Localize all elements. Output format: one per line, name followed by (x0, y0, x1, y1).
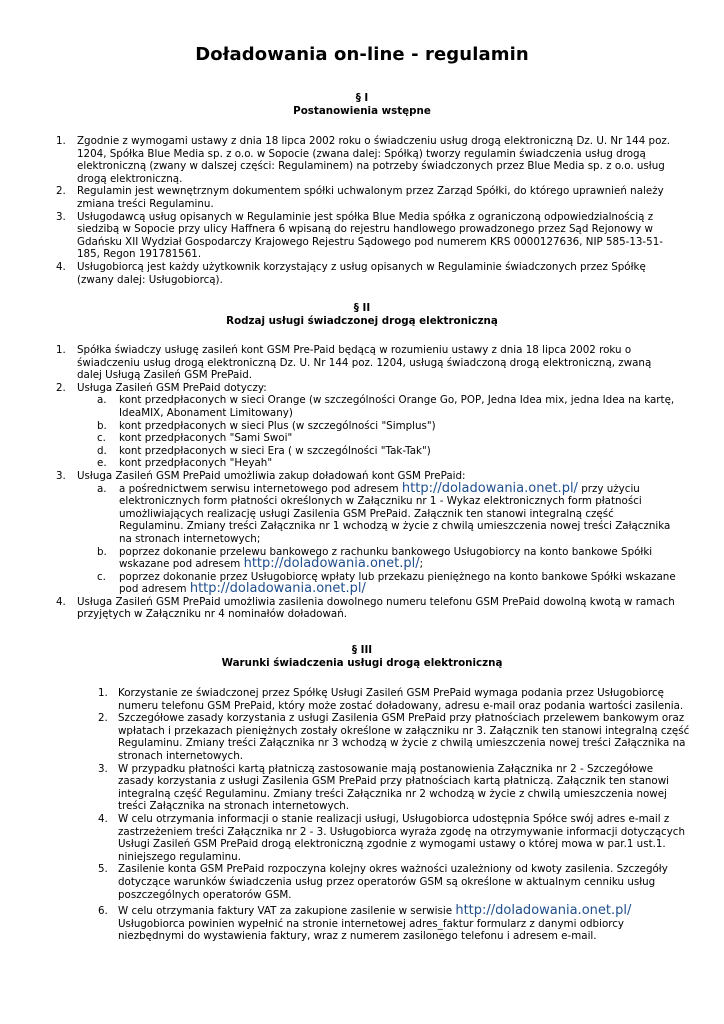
list-item (56, 261, 676, 286)
list-item (56, 382, 676, 470)
list-item (98, 863, 690, 901)
item-text: Zgodnie z wymogami ustawy z dnia 18 lipca 2002 roku o świadczeniu usług drogą elektroniczną Dz. U. Nr 144 poz. 1204, Spółka Blue Media sp. z o.o. w Sopocie (zwana dalej: Spółką) tworzy regulamin świadczenia usług drogą elektroniczną (zwany w dalszej części: Regulaminem) na potrzeby świadczonych przez Blue Media sp. z o.o. usług drogą elektroniczną. (77, 135, 671, 185)
item-number: 2. (56, 185, 66, 198)
sublist-item (77, 480, 676, 546)
section-2-list (56, 344, 676, 621)
item-text: Korzystanie ze świadczonej przez Spółkę Usługi Zasileń GSM PrePaid wymaga podania przez Usługobiorcę numeru telefonu GSM PrePaid, który może zostać doładowany, adresu e-mail oraz podania wartości zasilenia. (118, 687, 684, 712)
section-2-heading: Rodzaj usługi świadczonej drogą elektroniczną (226, 315, 498, 327)
item-text: Spółka świadczy usługę zasileń kont GSM Pre-Paid będącą w rozumieniu ustawy z dnia 18 lipca 2002 roku o świadczeniu usług drogą elektroniczną Dz. U. Nr 144 poz. 1204, usługą świadczoną drogą elektroniczną, zwaną dalej Usługą Zasileń GSM PrePaid. (77, 344, 652, 382)
item-text: przy użyciu elektronicznych form płatności określonych w Załączniku nr 1 - Wykaz elektronicznych form płatności umożliwiających realizację usługi Zasilenia GSM PrePaid. Załącznik ten stanowi integralną część Regulaminu. Zmiany treści Załącznika nr 1 wchodzą w życie z chwilą umieszczenia nowej treści Załącznika na stronach internetowych; (119, 482, 671, 545)
item-text: kont przedpłaconych "Sami Swoi" (119, 432, 293, 445)
section-3-list (98, 687, 690, 943)
item-number: 4. (98, 812, 108, 825)
item-number: 3. (98, 762, 108, 775)
item-text: kont przedpłaconych w sieci Orange (w szczególności Orange Go, POP, Jedna Idea mix, jedna Idea na kartę, IdeaMIX, Abonament Limitowany) (119, 394, 675, 419)
sublist-item (77, 432, 676, 445)
item-number: 1. (56, 135, 66, 147)
item-letter: e. (97, 457, 107, 470)
item-number: 1. (56, 344, 66, 356)
list-item (98, 905, 690, 943)
item-letter: b. (97, 419, 107, 432)
sublist-item (77, 420, 676, 433)
list-item (56, 185, 676, 210)
item-number: 1. (98, 687, 108, 699)
item-text: W celu otrzymania faktury VAT za zakupione zasilenie w serwisie (118, 905, 456, 918)
item-letter: c. (97, 570, 106, 583)
item-letter: b. (97, 545, 107, 558)
item-number: 2. (98, 712, 108, 725)
service-link[interactable]: http://doladowania.onet.pl/ (455, 903, 632, 919)
sublist-item (77, 445, 676, 458)
item-text: Zasilenie konta GSM PrePaid rozpoczyna kolejny okres ważności uzależniony od kwoty zasilenia. Szczegóły dotyczące warunków świadczenia usług przez operatorów GSM są określone w aktualnym cenniku usług poszczególnych operatorów GSM. (118, 863, 668, 901)
item-text: Usługodawcą usług opisanych w Regulaminie jest spółka Blue Media spółka z ograniczoną odpowiedzialnością z siedzibą w Sopocie przy ulicy Haffnera 6 wpisaną do rejestru handlowego prowadzonego przez Sąd Rejonowy w Gdańsku XII Wydział Gospodarczy Krajowego Rejestru Sądowego pod numerem KRS 0000127636, NIP 585-13-51-185, Regon 191781561. (77, 210, 663, 261)
sublist-item (77, 457, 676, 470)
item-text: Regulamin jest wewnętrznym dokumentem spółki uchwalonym przez Zarząd Spółki, do którego uprawnień należy zmiana treści Regulaminu. (77, 185, 664, 210)
item-letter: c. (97, 432, 106, 445)
list-item (98, 712, 690, 762)
section-3-heading: Warunki świadczenia usługi drogą elektroniczną (221, 657, 503, 669)
document-title: Doładowania on-line - regulamin (195, 44, 529, 65)
sublist (77, 394, 676, 470)
item-text: Szczegółowe zasady korzystania z usługi Zasilenia GSM PrePaid przy płatnościach przelewem bankowym oraz wpłatach i przekazach pieniężnych zostały określone w załączniku nr 3. Załącznik ten stanowi integralną część Regulaminu. Zmiany treści Załącznika nr 3 wchodzą w życie z chwilą umieszczenia nowej treści Załącznika na stronach internetowych. (118, 712, 690, 762)
item-text: kont przedpłaconych w sieci Era ( w szczególności "Tak-Tak") (119, 444, 431, 457)
item-text: Usługa Zasileń GSM PrePaid dotyczy: (77, 381, 267, 394)
section-3-header (0, 644, 724, 670)
list-item (98, 763, 690, 813)
list-item (56, 470, 676, 596)
item-text: W przypadku płatności kartą płatniczą zastosowanie mają postanowienia Załącznika nr 2 - Szczegółowe zasady korzystania z usługi Zasilenia GSM PrePaid przy płatnościach kartą płatniczą. Załącznik ten stanowi integralną część Regulaminu. Zmiany treści Załącznika nr 2 wchodzą w życie z chwilą umieszczenia nowej treści Załącznika na stronach internetowych. (118, 762, 669, 813)
item-number: 2. (56, 381, 66, 394)
item-letter: a. (97, 482, 107, 495)
item-number: 3. (56, 469, 66, 482)
service-link[interactable]: http://doladowania.onet.pl/ (243, 556, 420, 572)
section-1-symbol: § I (355, 92, 369, 104)
item-text: a pośrednictwem serwisu internetowego pod adresem (119, 482, 402, 495)
section-1-heading: Postanowienia wstępne (293, 105, 431, 117)
item-text: Usługa Zasileń GSM PrePaid umożliwia zasilenia dowolnego numeru telefonu GSM PrePaid dowolną kwotą w ramach przyjętych w Załączniku nr 4 nominałów doładowań. (77, 595, 675, 621)
list-item (98, 687, 690, 712)
item-number: 3. (56, 210, 66, 223)
list-item (56, 135, 676, 185)
item-number: 4. (56, 260, 66, 273)
section-1-header (0, 92, 724, 118)
item-text: Usługobiorca powinien wypełnić na stronie internetowej adres_faktur formularz z danymi odbiorcy niezbędnymi do wystawienia faktury, wraz z numerem zasilonego telefonu i adresem e-mail. (118, 917, 625, 943)
item-text: poprzez dokonanie przez Usługobiorcę wpłaty lub przekazu pieniężnego na konto bankowe Spółki wskazane pod adresem (119, 570, 676, 596)
service-link[interactable]: http://doladowania.onet.pl/ (401, 480, 578, 496)
section-2-symbol: § II (353, 302, 371, 314)
item-text: kont przedpłaconych w sieci Plus (w szczególności "Simplus") (119, 419, 436, 432)
item-number: 5. (98, 863, 108, 876)
item-text: Usługobiorcą jest każdy użytkownik korzystający z usług opisanych w Regulaminie świadczonych przez Spółkę (zwany dalej: Usługobiorcą). (77, 260, 646, 286)
section-2-header (0, 302, 724, 328)
item-letter: a. (97, 394, 107, 407)
sublist-item (77, 546, 676, 571)
item-text: W celu otrzymania informacji o stanie realizacji usługi, Usługobiorca udostępnia Spółce swój adres e-mail z zastrzeżeniem treści Załącznika nr 2 - 3. Usługobiorca wyraża zgodę na otrzymywanie informacji dotyczących Usługi Zasileń GSM PrePaid drogą elektroniczną zgodnie z wymogami ustawy o której mowa w par.1 ust.1. niniejszego regulaminu. (118, 812, 685, 863)
item-number: 6. (98, 905, 108, 918)
item-text: kont przedpłaconych "Heyah" (119, 457, 273, 470)
sublist (77, 480, 676, 597)
section-1-list (56, 135, 676, 286)
item-letter: d. (97, 444, 107, 457)
sublist-item (77, 571, 676, 596)
list-item (56, 596, 676, 621)
section-3-symbol: § III (351, 644, 373, 656)
list-item (56, 211, 676, 261)
service-link[interactable]: http://doladowania.onet.pl/ (189, 581, 366, 597)
item-text: Usługa Zasileń GSM PrePaid umożliwia zakup doładowań kont GSM PrePaid: (77, 469, 466, 482)
list-item (98, 813, 690, 863)
item-text: poprzez dokonanie przelewu bankowego z rachunku bankowego Usługobiorcy na konto bankowe Spółki wskazane pod adresem (119, 545, 653, 571)
sublist-item (77, 394, 676, 419)
item-text: ; (419, 558, 424, 571)
list-item (56, 344, 676, 382)
item-number: 4. (56, 595, 66, 608)
